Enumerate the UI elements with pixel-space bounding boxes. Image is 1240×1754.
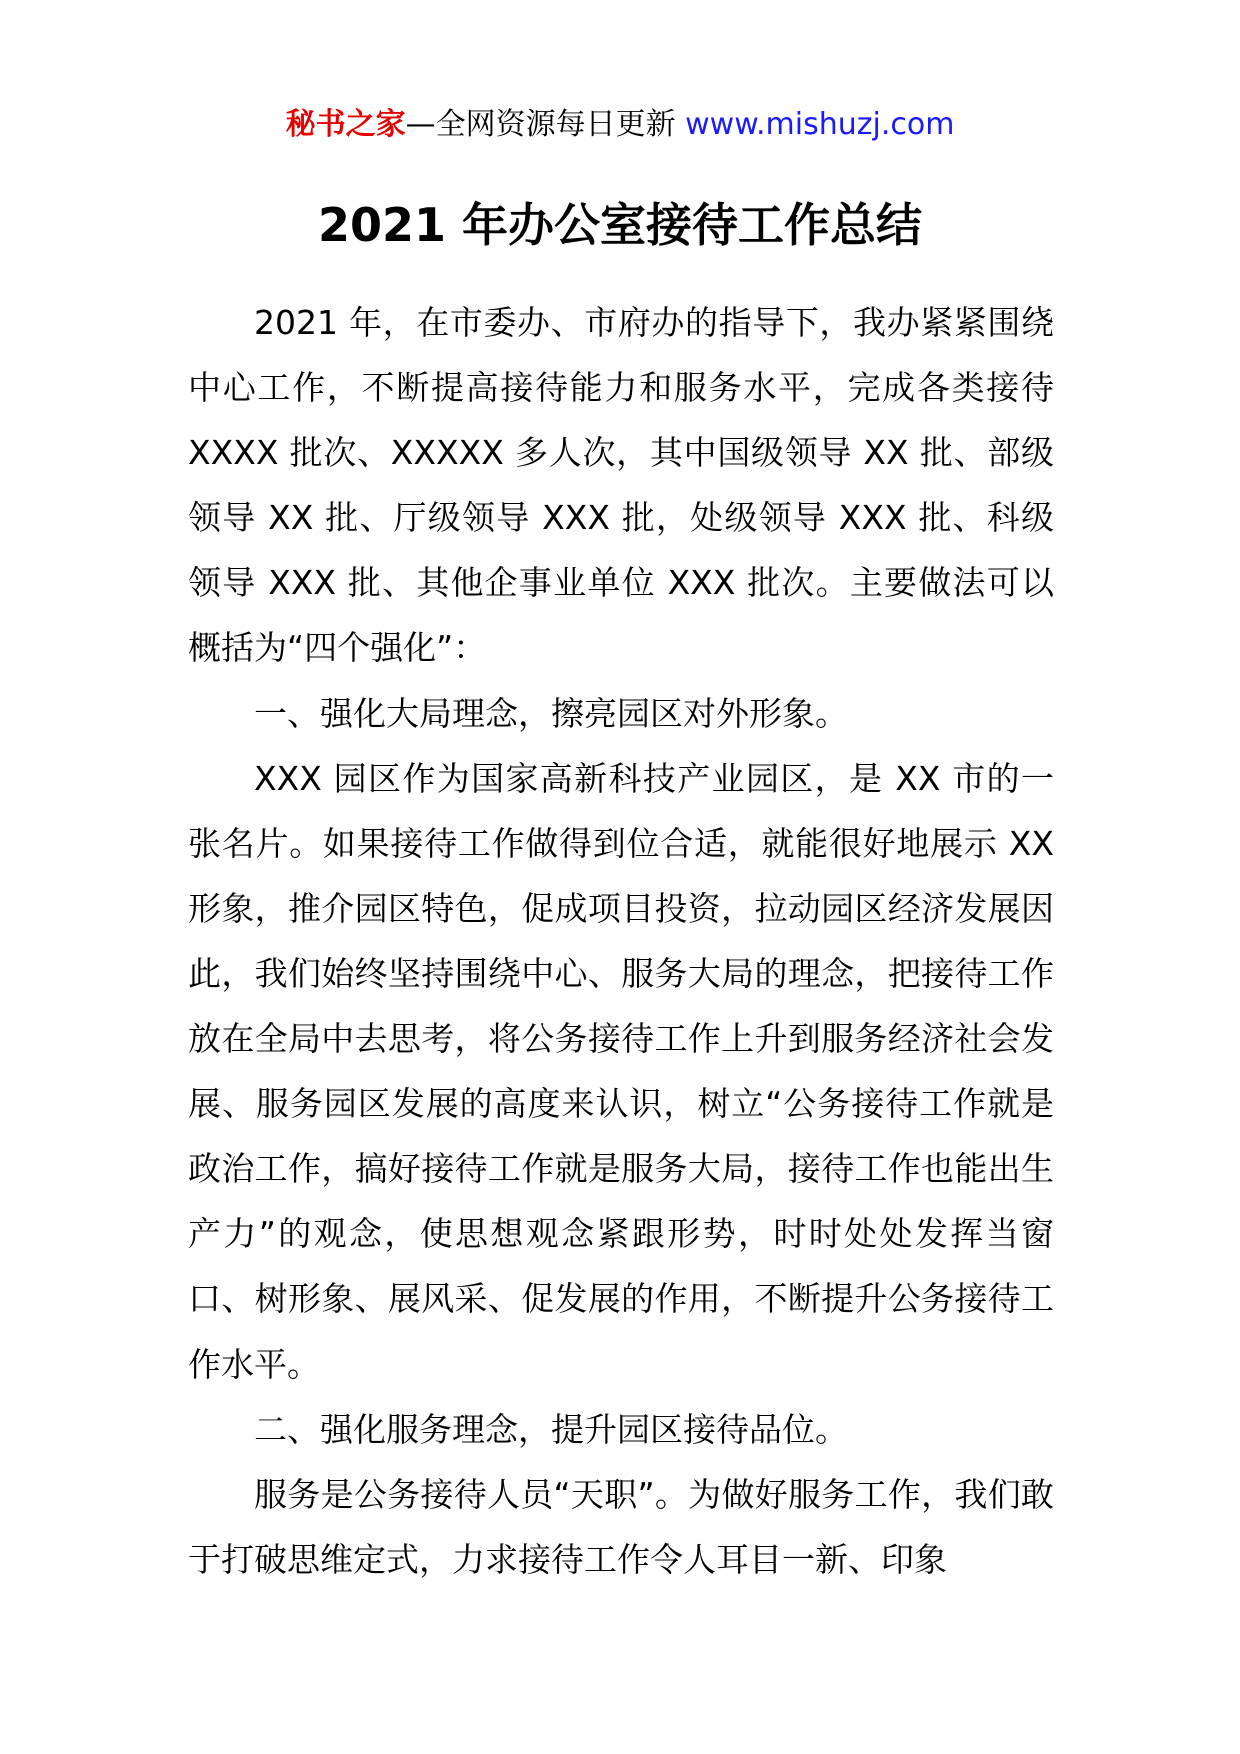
- paragraph-section-1: XXX 园区作为国家高新科技产业园区，是 XX 市的一张名片。如果接待工作做得到位合适，就能很好地展示 XX 形象，推介园区特色，促成项目投资，拉动园区经济发展因此，我们始终坚持围绕中心、服务大局的理念，把接待工作放在全局中去思考，将公务接待工作上升到服务经济社会发展、服务园区发展的高度来认识，树立“公务接待工作就是政治工作，搞好接待工作就是服务大局，接待工作也能出生产力”的观念，使思想观念紧跟形势，时时处处发挥当窗口、树形象、展风采、促发展的作用，不断提升公务接待工作水平。: [188, 758, 1054, 1384]
- brand-name: 秘书之家: [285, 107, 406, 142]
- paragraph-section-2: 服务是公务接待人员“天职”。为做好服务工作，我们敢于打破思维定式，力求接待工作令人耳目一新、印象: [188, 1474, 1054, 1579]
- document-title: 2021 年办公室接待工作总结: [317, 198, 923, 252]
- site-header: [0, 100, 1240, 150]
- site-url[interactable]: www.mishuzj.com: [685, 107, 955, 142]
- paragraph-intro: 2021 年，在市委办、市府办的指导下，我办紧紧围绕中心工作，不断提高接待能力和服务水平，完成各类接待XXXX 批次、XXXXX 多人次，其中国级领导 XX 批、部级领导 XX 批、厅级领导 XXX 批，处级领导 XXX 批、科级领导 XXX 批、其他企事业单位 XXX 批次。主要做法可以概括为“四个强化”：: [188, 303, 1054, 668]
- section-heading-2: 二、强化服务理念，提升园区接待品位。: [254, 1409, 848, 1449]
- section-heading-1: 一、强化大局理念，擦亮园区对外形象。: [254, 693, 848, 733]
- slogan: —全网资源每日更新: [405, 107, 686, 142]
- document-body: [188, 290, 1054, 1592]
